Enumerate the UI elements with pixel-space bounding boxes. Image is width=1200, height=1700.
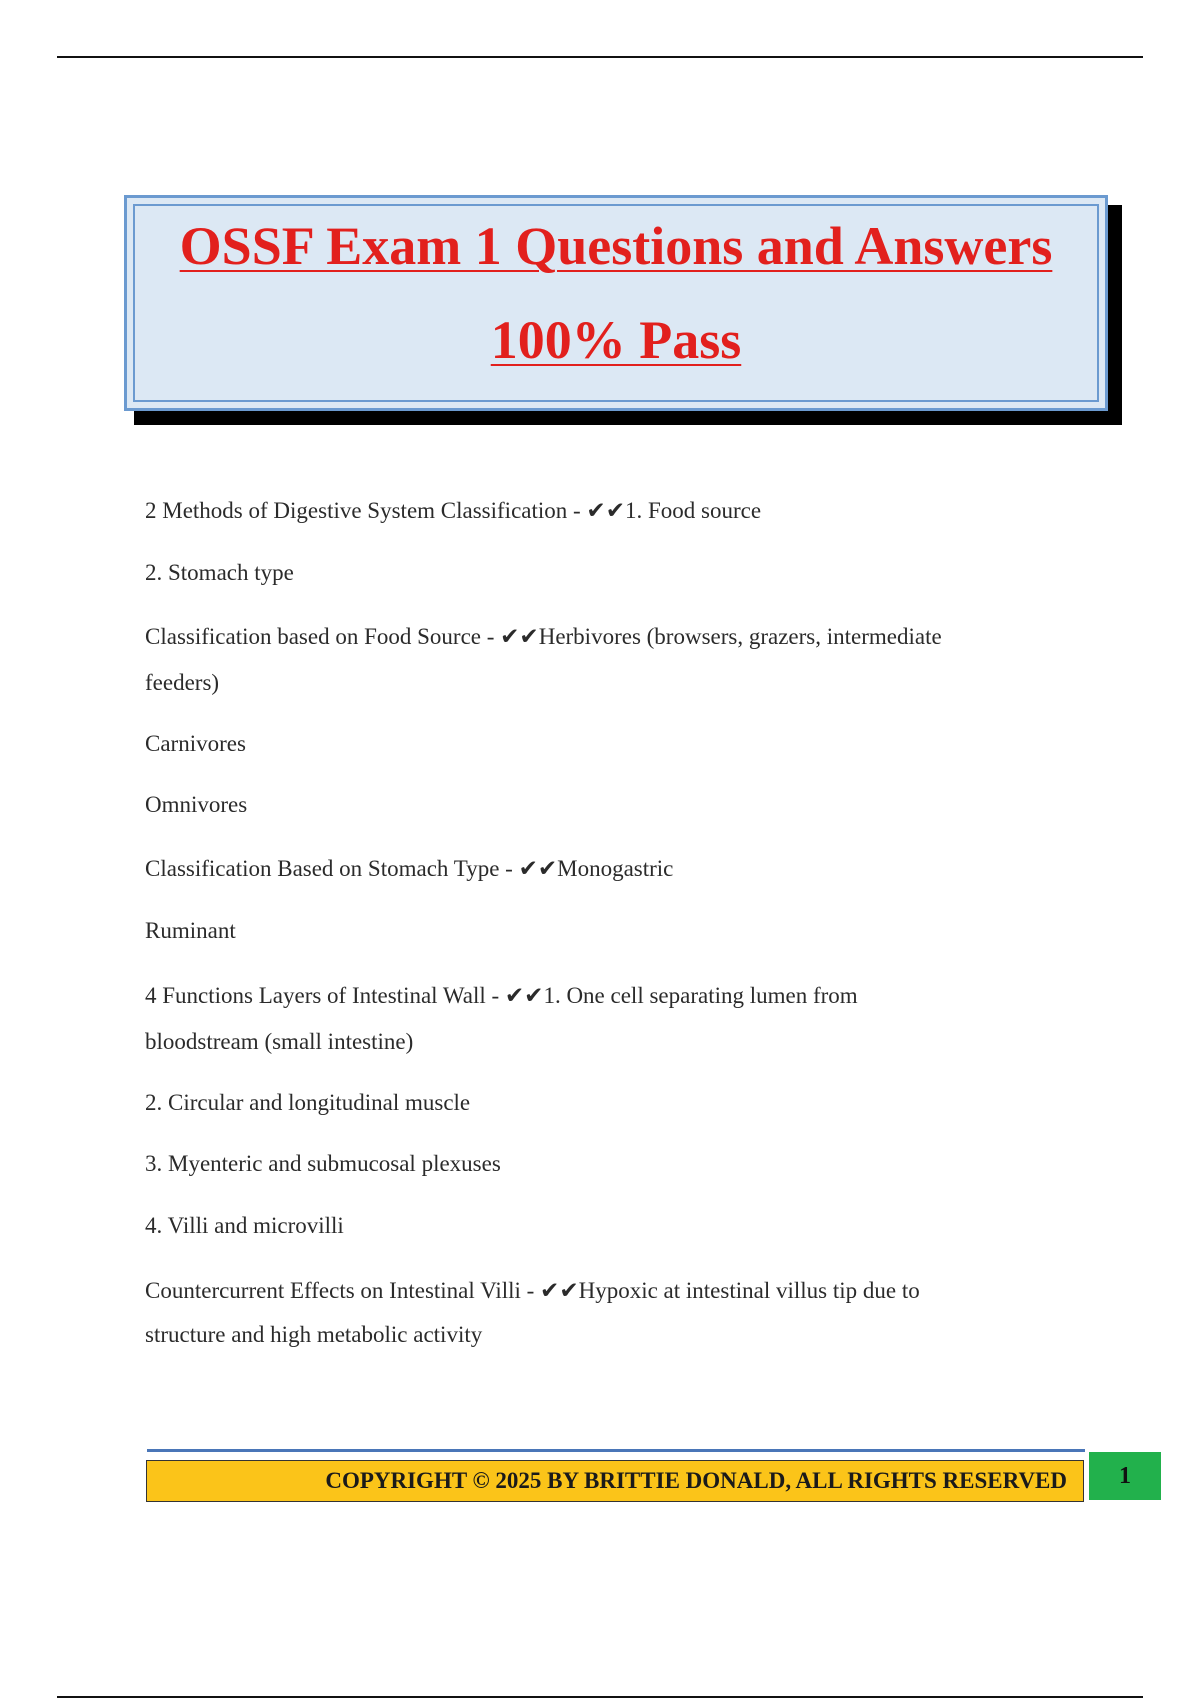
paragraph: 2 Methods of Digestive System Classification - ✔✔1. Food source bbox=[145, 498, 762, 523]
paragraph: Omnivores bbox=[145, 792, 248, 817]
paragraph: 2. Circular and longitudinal muscle bbox=[145, 1090, 471, 1115]
copyright-banner: COPYRIGHT © 2025 BY BRITTIE DONALD, ALL RIGHTS RESERVED bbox=[146, 1460, 1084, 1502]
document-title-line-1: OSSF Exam 1 Questions and Answers bbox=[179, 216, 1053, 276]
paragraph: Ruminant bbox=[145, 918, 236, 943]
paragraph: Classification based on Food Source - ✔✔Herbivores (browsers, grazers, intermediate bbox=[145, 624, 942, 649]
paragraph: structure and high metabolic activity bbox=[145, 1322, 483, 1347]
paragraph: 4. Villi and microvilli bbox=[145, 1213, 344, 1238]
paragraph: Carnivores bbox=[145, 731, 246, 756]
title-box bbox=[124, 195, 1108, 411]
footer-divider bbox=[147, 1449, 1085, 1452]
paragraph: 4 Functions Layers of Intestinal Wall - ✔✔1. One cell separating lumen from bbox=[145, 983, 858, 1008]
paragraph: Classification Based on Stomach Type - ✔✔Monogastric bbox=[145, 856, 674, 881]
paragraph: 2. Stomach type bbox=[145, 560, 294, 585]
document-title-line-2: 100% Pass bbox=[490, 310, 742, 370]
paragraph: feeders) bbox=[145, 670, 220, 695]
page-number: 1 bbox=[1089, 1452, 1161, 1500]
paragraph: Countercurrent Effects on Intestinal Villi - ✔✔Hypoxic at intestinal villus tip due to bbox=[145, 1278, 920, 1303]
paragraph: bloodstream (small intestine) bbox=[145, 1029, 414, 1054]
paragraph: 3. Myenteric and submucosal plexuses bbox=[145, 1151, 501, 1176]
top-rule bbox=[57, 56, 1143, 58]
bottom-rule bbox=[57, 1696, 1143, 1698]
